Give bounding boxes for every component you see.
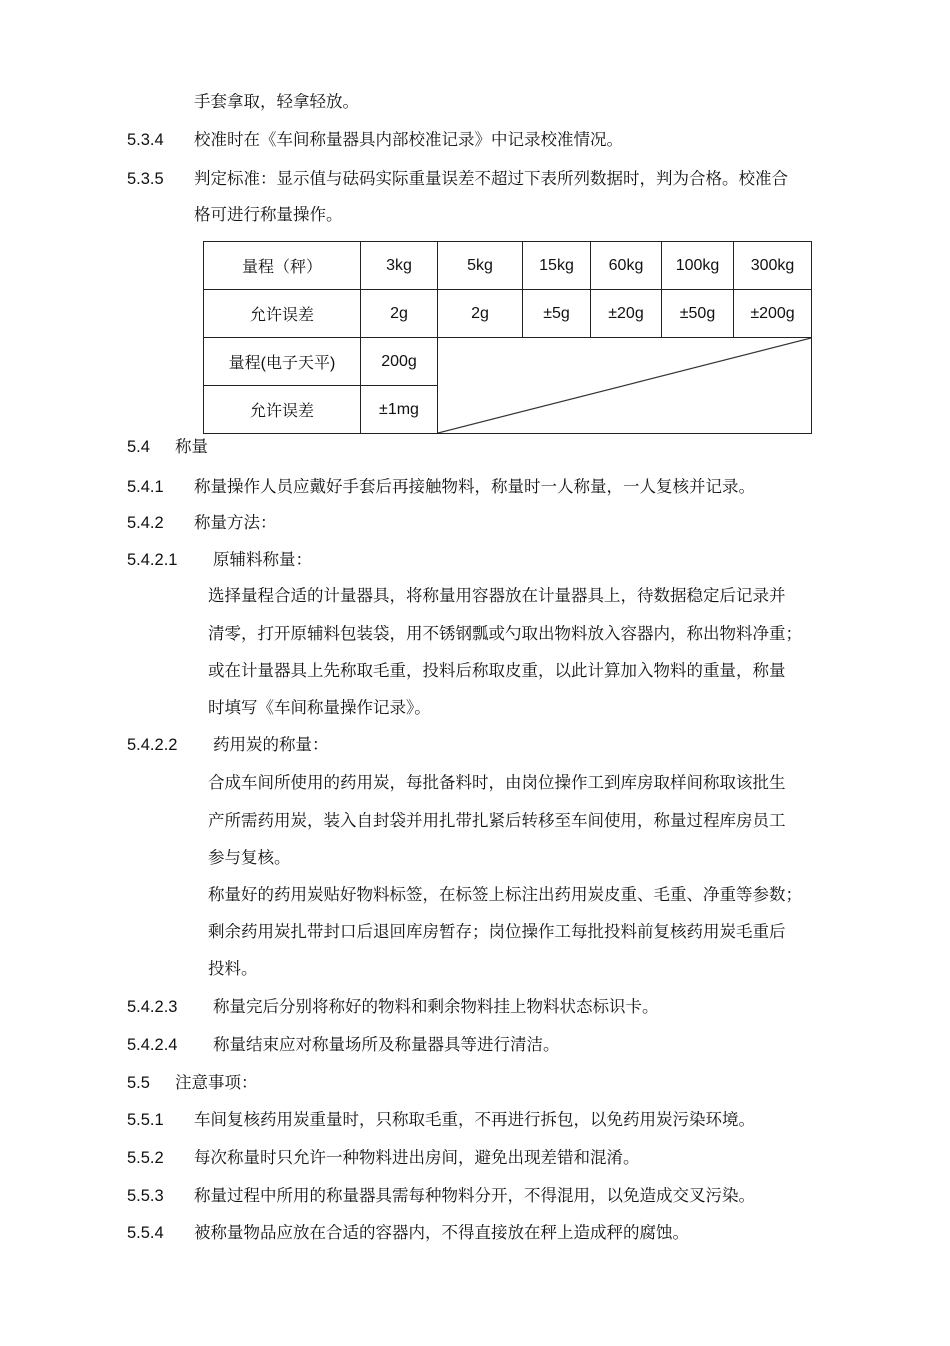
- table-cell: 2g: [361, 290, 438, 338]
- table-cell: 允许误差: [204, 386, 361, 434]
- section-text: 称量操作人员应戴好手套后再接触物料，称量时一人称量，一人复核并记录。: [194, 477, 755, 496]
- section-text: 药用炭的称量：: [213, 735, 329, 754]
- table-row: [204, 338, 812, 386]
- section-number: 5.4.1: [127, 478, 164, 496]
- paragraph-line: 时填写《车间称量操作记录》。: [208, 698, 431, 717]
- section-number: 5.4: [127, 438, 150, 456]
- table-cell: 3kg: [361, 242, 438, 290]
- table-cell: 2g: [438, 290, 523, 338]
- section-text: 称量过程中所用的称量器具需每种物料分开，不得混用，以免造成交叉污染。: [194, 1186, 755, 1205]
- table-cell: 5kg: [438, 242, 523, 290]
- section-text: 格可进行称量操作。: [194, 205, 343, 224]
- section-text: 校准时在《车间称量器具内部校准记录》中记录校准情况。: [194, 130, 623, 149]
- paragraph-line: 投料。: [208, 959, 258, 978]
- section-number: 5.5.3: [127, 1187, 164, 1205]
- table-cell: 量程（秤）: [204, 242, 361, 290]
- section-number: 5.4.2: [127, 514, 164, 532]
- table-cell: 15kg: [523, 242, 591, 290]
- paragraph-line: 选择量程合适的计量器具，将称量用容器放在计量器具上，待数据稳定后记录并: [208, 586, 786, 605]
- section-text: 称量方法：: [194, 513, 277, 532]
- section-number: 5.5.1: [127, 1111, 164, 1129]
- paragraph-line: 或在计量器具上先称取毛重，投料后称取皮重，以此计算加入物料的重量，称量: [208, 661, 786, 680]
- doc-line-0: 手套拿取，轻拿轻放。: [194, 92, 359, 111]
- section-text: 判定标准：显示值与砝码实际重量误差不超过下表所列数据时，判为合格。校准合: [194, 169, 788, 188]
- section-number: 5.4.2.3: [127, 998, 178, 1016]
- section-text: 原辅料称量：: [213, 550, 312, 569]
- section-heading: 注意事项：: [175, 1073, 258, 1092]
- section-number: 5.3.5: [127, 170, 164, 188]
- table-row: [204, 242, 812, 290]
- table-cell: ±50g: [662, 290, 734, 338]
- diagonal-empty-cell: [438, 338, 812, 434]
- section-number: 5.3.4: [127, 131, 164, 149]
- table-cell: 300kg: [734, 242, 812, 290]
- table-cell: 60kg: [591, 242, 662, 290]
- paragraph-line: 剩余药用炭扎带封口后退回库房暂存；岗位操作工每批投料前复核药用炭毛重后: [208, 922, 786, 941]
- section-number: 5.5: [127, 1074, 150, 1092]
- table-cell: ±20g: [591, 290, 662, 338]
- paragraph-line: 产所需药用炭，装入自封袋并用扎带扎紧后转移至车间使用，称量过程库房员工: [208, 811, 786, 830]
- table-cell: ±200g: [734, 290, 812, 338]
- paragraph-line: 合成车间所使用的药用炭，每批备料时，由岗位操作工到库房取样间称取该批生: [208, 773, 786, 792]
- table-cell: ±1mg: [361, 386, 438, 434]
- section-number: 5.4.2.4: [127, 1036, 178, 1054]
- section-text: 每次称量时只允许一种物料进出房间，避免出现差错和混淆。: [194, 1148, 640, 1167]
- section-text: 车间复核药用炭重量时，只称取毛重，不再进行拆包，以免药用炭污染环境。: [194, 1110, 755, 1129]
- section-number: 5.5.2: [127, 1149, 164, 1167]
- section-text: 称量完后分别将称好的物料和剩余物料挂上物料状态标识卡。: [213, 997, 659, 1016]
- paragraph-line: 称量好的药用炭贴好物料标签，在标签上标注出药用炭皮重、毛重、净重等参数；: [208, 885, 802, 904]
- section-number: 5.4.2.1: [127, 551, 178, 569]
- table-cell: 200g: [361, 338, 438, 386]
- section-text: 称量结束应对称量场所及称量器具等进行清洁。: [213, 1035, 560, 1054]
- section-text: 被称量物品应放在合适的容器内，不得直接放在秤上造成秤的腐蚀。: [194, 1223, 689, 1242]
- table-cell: 100kg: [662, 242, 734, 290]
- paragraph-line: 参与复核。: [208, 848, 291, 867]
- section-number: 5.4.2.2: [127, 736, 178, 754]
- section-heading: 称量: [175, 437, 208, 456]
- table-cell: ±5g: [523, 290, 591, 338]
- paragraph-line: 清零，打开原辅料包装袋，用不锈钢瓢或勺取出物料放入容器内，称出物料净重；: [208, 624, 802, 643]
- table-row: [204, 290, 812, 338]
- diagonal-line: [438, 338, 811, 433]
- tolerance-table: [203, 241, 812, 434]
- table-cell: 量程(电子天平): [204, 338, 361, 386]
- section-number: 5.5.4: [127, 1224, 164, 1242]
- table-cell: 允许误差: [204, 290, 361, 338]
